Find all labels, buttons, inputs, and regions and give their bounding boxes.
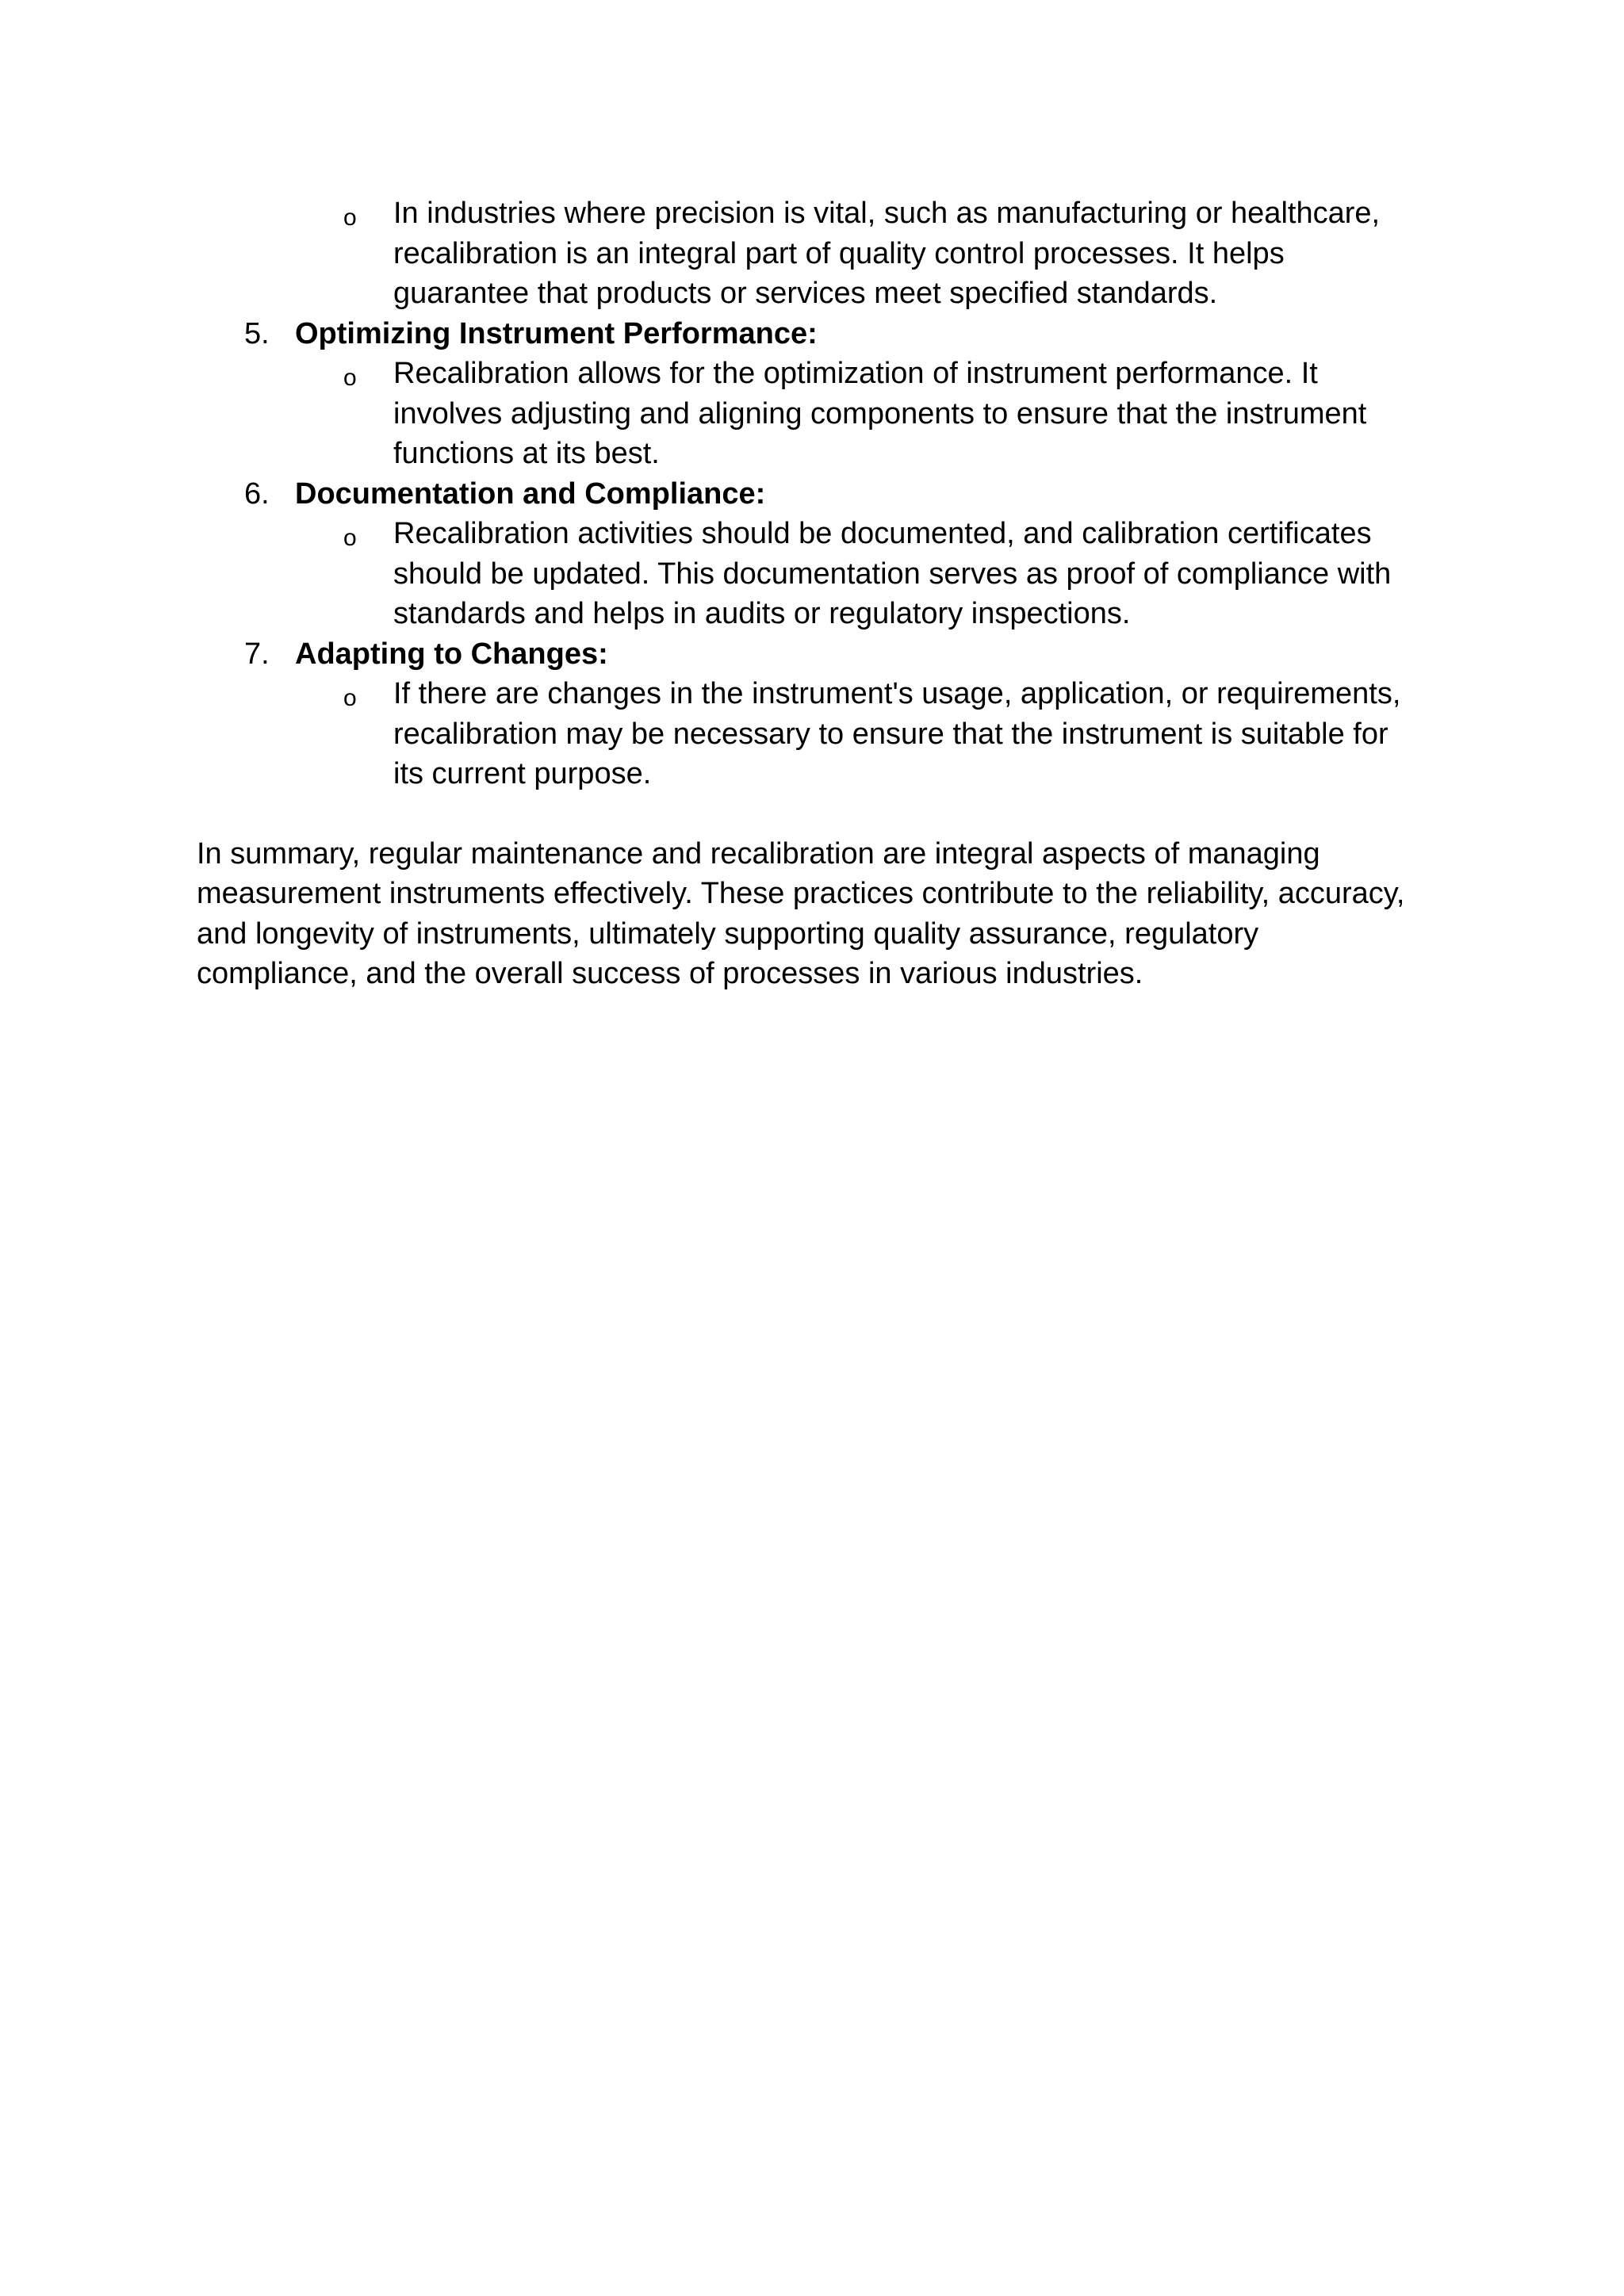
document-body	[197, 193, 1450, 994]
bullet-line: guarantee that products or services meet specified standards.	[393, 277, 1218, 310]
summary-paragraph	[197, 834, 1465, 994]
paragraph-spacer	[197, 794, 1450, 834]
item-heading: Documentation and Compliance:	[295, 476, 766, 511]
bullet-line: Recalibration activities should be documented, and calibration certificates	[393, 517, 1372, 550]
summary-line: In summary, regular maintenance and recalibration are integral aspects of managing	[197, 836, 1320, 871]
numbered-item-heading	[197, 474, 1450, 515]
bullet-line: If there are changes in the instrument's usage, application, or requirements,	[393, 677, 1401, 710]
bullet-circle-icon: o	[343, 365, 357, 391]
bullet-line: involves adjusting and aligning components to ensure that the instrument	[393, 396, 1367, 430]
bullet-line: functions at its best.	[393, 437, 660, 470]
list-item-bullet	[197, 193, 1450, 314]
bullet-line: recalibration may be necessary to ensure that the instrument is suitable for	[393, 717, 1388, 751]
bullet-line: In industries where precision is vital, such as manufacturing or healthcare,	[393, 197, 1381, 230]
summary-line: measurement instruments effectively. These practices contribute to the reliability, accuracy,	[197, 877, 1405, 910]
item-heading: Adapting to Changes:	[295, 637, 608, 671]
bullet-circle-icon: o	[343, 685, 357, 711]
summary-line: and longevity of instruments, ultimately supporting quality assurance, regulatory	[197, 916, 1259, 951]
bullet-circle-icon: o	[343, 205, 357, 231]
numbered-item-heading	[197, 634, 1450, 675]
list-item-bullet	[197, 354, 1450, 474]
bullet-line: should be updated. This documentation serves as proof of compliance with	[393, 557, 1392, 591]
bullet-line: recalibration is an integral part of quality control processes. It helps	[393, 236, 1285, 270]
bullet-line: Recalibration allows for the optimization of instrument performance. It	[393, 357, 1318, 390]
numbered-item-heading	[197, 314, 1450, 354]
summary-line: compliance, and the overall success of processes in various industries.	[197, 957, 1143, 990]
bullet-circle-icon: o	[343, 525, 357, 551]
bullet-line: standards and helps in audits or regulatory inspections.	[393, 597, 1131, 630]
list-item-bullet	[197, 514, 1450, 634]
bullet-line: its current purpose.	[393, 757, 652, 790]
item-number: 5.	[244, 316, 270, 350]
item-heading: Optimizing Instrument Performance:	[295, 316, 818, 350]
item-number: 6.	[244, 476, 270, 511]
item-number: 7.	[244, 637, 270, 671]
list-item-bullet	[197, 674, 1450, 794]
